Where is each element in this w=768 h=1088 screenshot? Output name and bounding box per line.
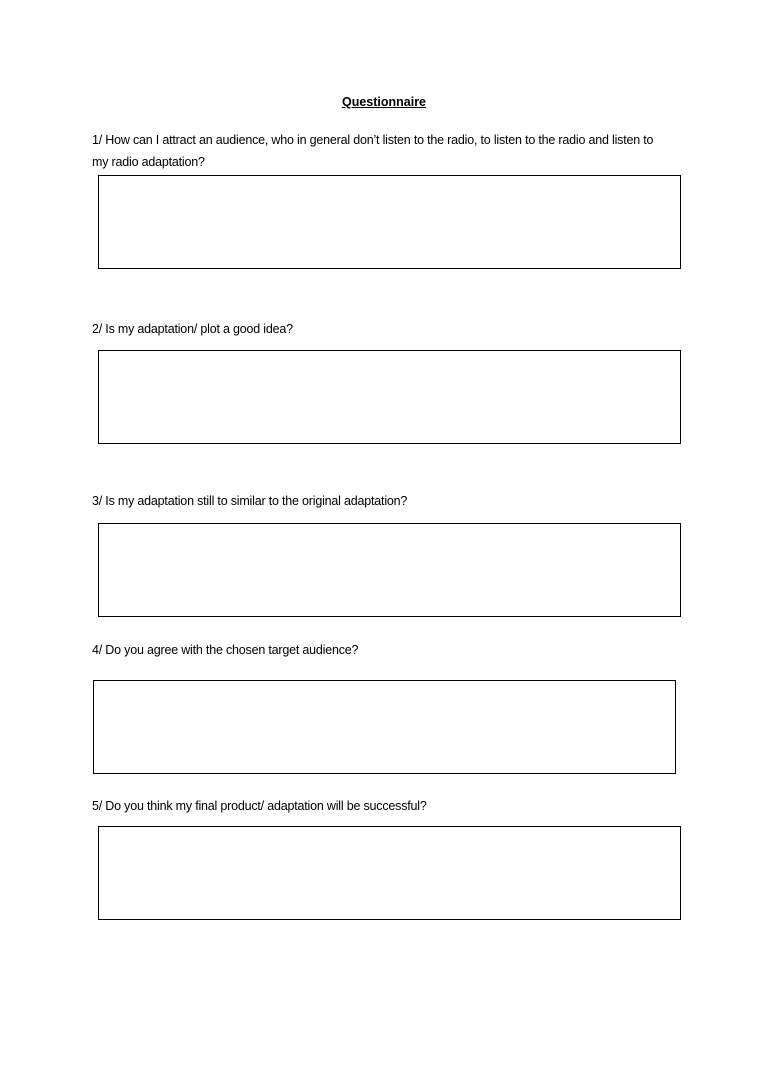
question-3: 3/ Is my adaptation still to similar to the original adaptation? xyxy=(92,494,408,508)
answer-box-3[interactable] xyxy=(98,523,681,617)
page-title: Questionnaire xyxy=(341,95,427,109)
question-5: 5/ Do you think my final product/ adaptation will be successful? xyxy=(92,799,427,813)
answer-box-2[interactable] xyxy=(98,350,681,444)
answer-box-4[interactable] xyxy=(93,680,676,774)
answer-box-5[interactable] xyxy=(98,826,681,920)
answer-box-1[interactable] xyxy=(98,175,681,269)
question-2: 2/ Is my adaptation/ plot a good idea? xyxy=(92,322,293,336)
question-4: 4/ Do you agree with the chosen target audience? xyxy=(92,643,359,657)
question-1: 1/ How can I attract an audience, who in general don’t listen to the radio, to listen to the radio and listen to my radio adaptation? xyxy=(92,133,654,169)
